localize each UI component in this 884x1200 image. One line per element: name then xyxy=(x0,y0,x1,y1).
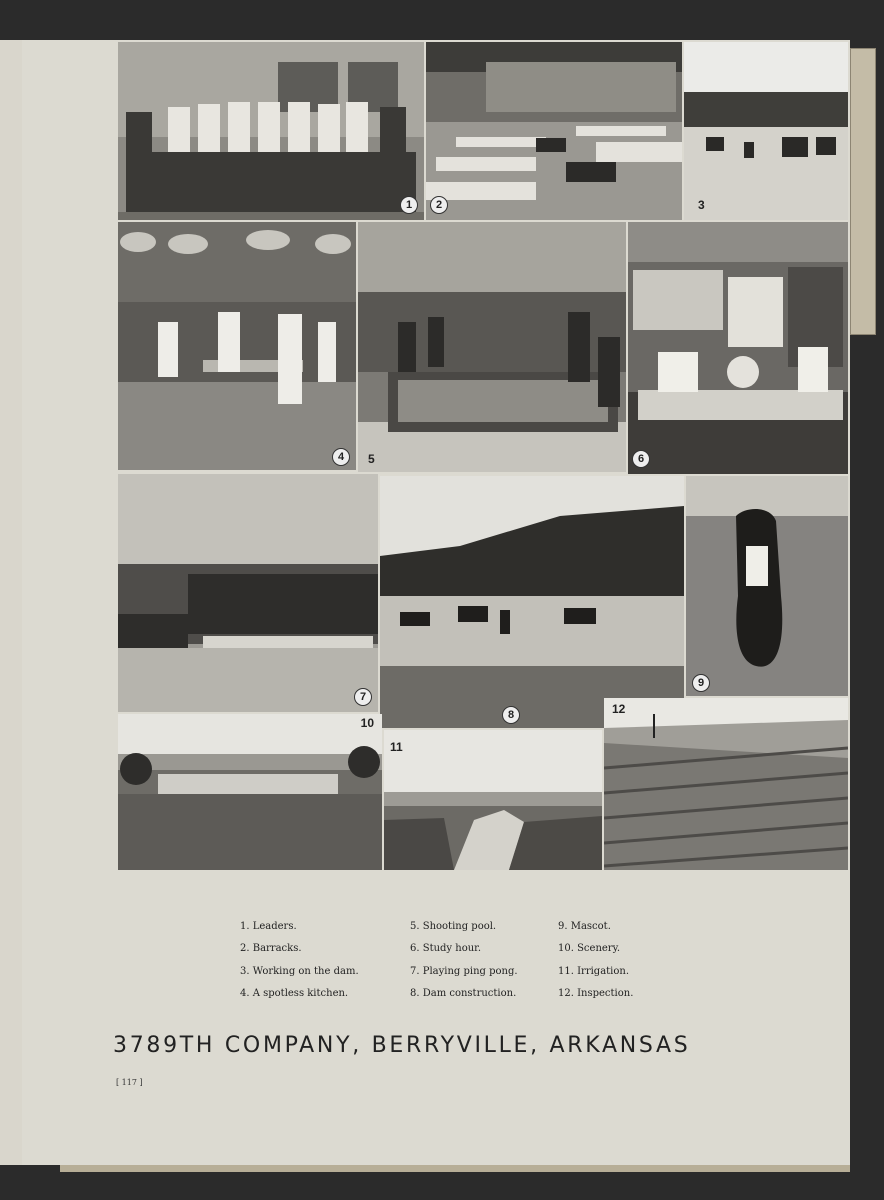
photo-scenery xyxy=(118,714,382,870)
page-edge-tab xyxy=(850,48,876,335)
photo-number-9: 9 xyxy=(692,674,710,692)
caption-column-3 xyxy=(558,916,633,1005)
caption-6: 6. Study hour. xyxy=(410,943,482,955)
facing-page-edge xyxy=(0,40,23,1165)
photo-barracks xyxy=(426,42,682,220)
photo-number-4: 4 xyxy=(332,448,350,466)
photo-number-3: 3 xyxy=(698,198,705,212)
caption-12: 12. Inspection. xyxy=(558,987,634,999)
photo-leaders xyxy=(118,42,424,220)
photo-number-6: 6 xyxy=(632,450,650,468)
photo-dam-construction xyxy=(380,476,684,728)
caption-1: 1. Leaders. xyxy=(240,921,297,932)
caption-4: 4. A spotless kitchen. xyxy=(240,987,349,999)
photo-number-8: 8 xyxy=(502,706,520,724)
page-number: [ 117 ] xyxy=(116,1078,143,1087)
caption-column-1 xyxy=(240,916,359,1005)
photo-irrigation xyxy=(384,730,602,870)
photo-number-7: 7 xyxy=(354,688,372,706)
photo-number-10: 10 xyxy=(360,716,374,730)
photo-number-2: 2 xyxy=(430,196,448,214)
caption-11: 11. Irrigation. xyxy=(558,965,630,977)
photo-working-on-dam xyxy=(684,42,848,220)
photo-spotless-kitchen xyxy=(118,222,356,470)
photo-number-11: 11 xyxy=(390,740,403,754)
photo-number-12: 12 xyxy=(612,702,626,716)
caption-7: 7. Playing ping pong. xyxy=(410,965,518,977)
caption-8: 8. Dam construction. xyxy=(410,987,517,999)
photo-shooting-pool xyxy=(358,222,626,472)
photo-mascot xyxy=(686,476,848,696)
photo-study-hour xyxy=(628,222,848,474)
page-title: 3789TH COMPANY, BERRYVILLE, ARKANSAS xyxy=(113,1033,691,1058)
caption-10: 10. Scenery. xyxy=(558,943,621,955)
photo-playing-ping-pong xyxy=(118,474,378,712)
caption-column-2 xyxy=(410,916,518,1005)
caption-2: 2. Barracks. xyxy=(240,943,302,955)
photo-number-1: 1 xyxy=(400,196,418,214)
photo-number-5: 5 xyxy=(368,452,375,466)
caption-5: 5. Shooting pool. xyxy=(410,921,497,932)
caption-9: 9. Mascot. xyxy=(558,921,611,932)
caption-3: 3. Working on the dam. xyxy=(240,965,359,977)
photo-inspection xyxy=(604,698,848,870)
